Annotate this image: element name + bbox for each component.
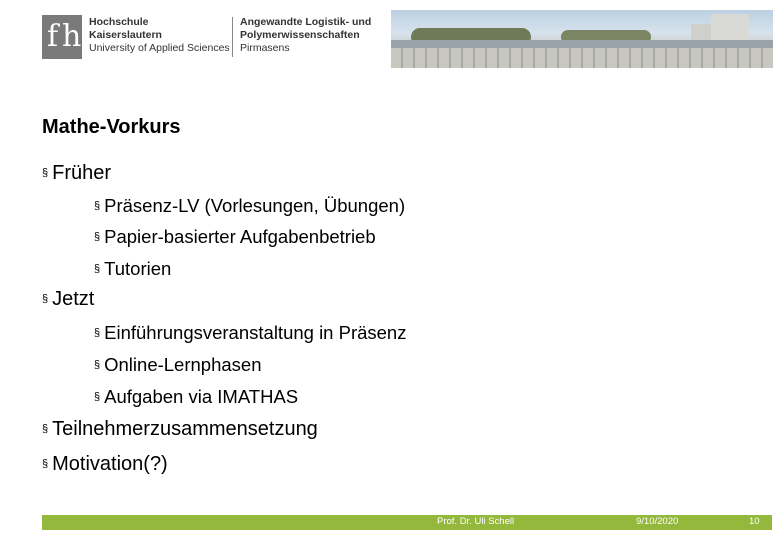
sub-bullet-text: Online-Lernphasen bbox=[104, 354, 262, 375]
photo-building-facade bbox=[391, 48, 773, 68]
bullet-icon: § bbox=[94, 200, 101, 212]
bullet-item bbox=[42, 453, 168, 476]
sub-bullet-text: Präsenz-LV (Vorlesungen, Übungen) bbox=[104, 195, 406, 216]
logo-letter-f: f bbox=[47, 19, 59, 54]
sub-bullet-item bbox=[94, 354, 261, 376]
sub-bullet-item bbox=[94, 195, 405, 217]
bullet-text: Jetzt bbox=[52, 288, 95, 310]
campus-photo bbox=[391, 10, 773, 68]
department-name bbox=[240, 16, 371, 55]
bullet-text: Motivation(?) bbox=[52, 453, 168, 475]
bullet-icon: § bbox=[42, 167, 49, 179]
bullet-icon: § bbox=[94, 263, 101, 275]
sub-bullet-item bbox=[94, 258, 171, 280]
sub-bullet-text: Tutorien bbox=[104, 258, 172, 279]
bullet-icon: § bbox=[94, 231, 101, 243]
bullet-icon: § bbox=[42, 423, 49, 435]
bullet-icon: § bbox=[94, 359, 101, 371]
sub-bullet-item bbox=[94, 322, 406, 344]
university-line-1: Hochschule bbox=[89, 16, 149, 28]
university-line-2: Kaiserslautern bbox=[89, 29, 162, 41]
sub-bullet-item bbox=[94, 386, 298, 408]
photo-roof bbox=[391, 40, 773, 48]
university-name bbox=[89, 16, 230, 55]
department-line-3: Pirmasens bbox=[240, 42, 290, 54]
footer-page-number: 10 bbox=[749, 516, 760, 527]
bullet-text: Teilnehmerzusammensetzung bbox=[52, 418, 318, 440]
bullet-item bbox=[42, 418, 318, 441]
bullet-icon: § bbox=[94, 391, 101, 403]
sub-bullet-text: Aufgaben via IMATHAS bbox=[104, 386, 299, 407]
slide-header bbox=[0, 0, 780, 70]
slide-footer bbox=[42, 515, 772, 530]
sub-bullet-item bbox=[94, 226, 376, 248]
slide-title: Mathe-Vorkurs bbox=[42, 116, 181, 138]
bullet-item bbox=[42, 288, 94, 311]
logo-letter-h: h bbox=[62, 19, 82, 54]
department-line-1: Angewandte Logistik- und bbox=[240, 16, 372, 28]
university-logo bbox=[42, 15, 82, 59]
bullet-icon: § bbox=[42, 293, 49, 305]
department-line-2: Polymerwissenschaften bbox=[240, 29, 360, 41]
sub-bullet-text: Papier-basierter Aufgabenbetrieb bbox=[104, 226, 376, 247]
footer-date: 9/10/2020 bbox=[636, 516, 679, 527]
university-line-3: University of Applied Sciences bbox=[89, 42, 230, 54]
footer-author: Prof. Dr. Uli Schell bbox=[437, 516, 515, 527]
bullet-text: Früher bbox=[52, 162, 112, 184]
header-divider bbox=[232, 17, 233, 57]
sub-bullet-text: Einführungsveranstaltung in Präsenz bbox=[104, 322, 407, 343]
bullet-icon: § bbox=[42, 458, 49, 470]
bullet-item bbox=[42, 162, 111, 185]
bullet-icon: § bbox=[94, 327, 101, 339]
